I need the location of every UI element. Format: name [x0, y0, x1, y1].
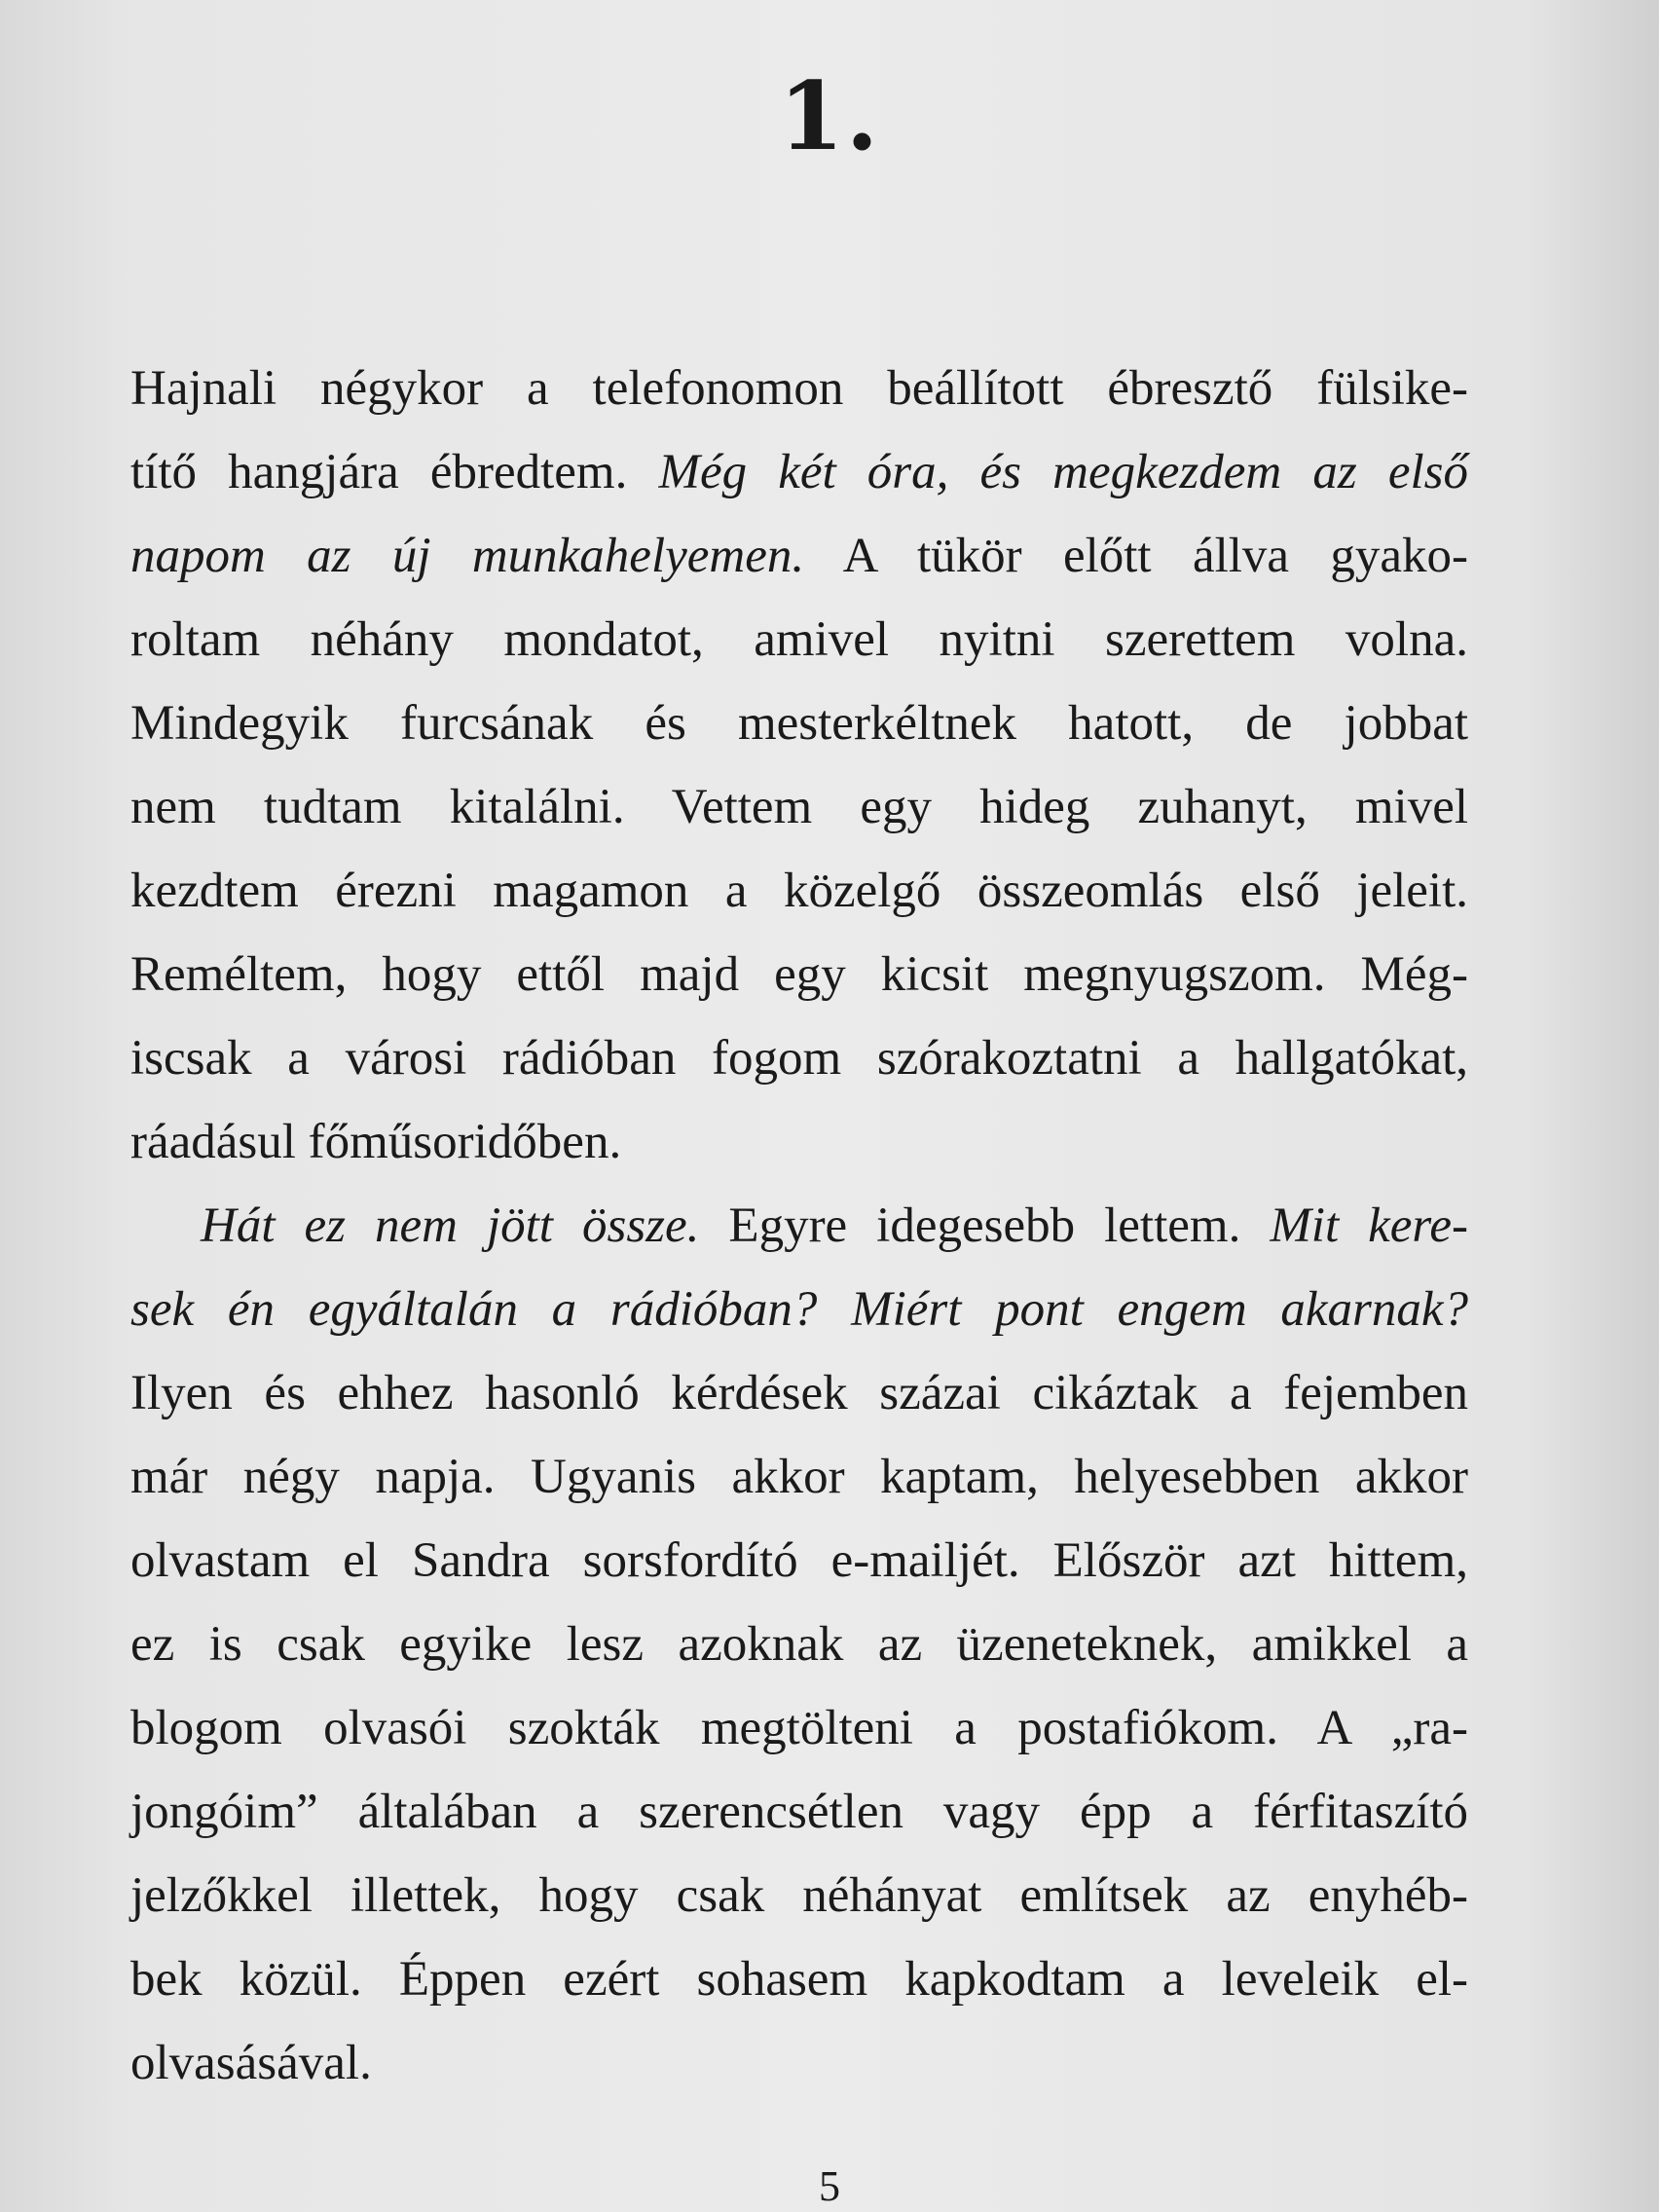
italic-text: sek én egyáltalán a rádióban? Miért pont engem akarnak?: [130, 1282, 1468, 1337]
italic-text: Hát ez nem jött össze.: [201, 1198, 700, 1253]
text-line: [130, 347, 1468, 430]
text-segment: títő hangjára ébredtem.: [130, 445, 659, 499]
body-text: [130, 347, 1468, 2105]
text-line: [130, 1937, 1468, 2021]
text-segment: jelzőkkel illettek, hogy csak néhányat említsek az enyhéb-: [130, 1868, 1468, 1923]
text-line: [130, 514, 1468, 598]
text-segment: ráadásul főműsoridőben.: [130, 1115, 622, 1169]
text-line: [130, 1184, 1468, 1268]
paragraph: [130, 1184, 1468, 2105]
text-line: [130, 1351, 1468, 1435]
text-segment: roltam néhány mondatot, amivel nyitni szerettem volna.: [130, 612, 1468, 667]
text-line: [130, 682, 1468, 765]
text-line: [130, 849, 1468, 933]
text-line: [130, 1770, 1468, 1854]
text-line: [130, 1016, 1468, 1100]
text-segment: jongóim” általában a szerencsétlen vagy épp a férfitaszító: [130, 1785, 1468, 1839]
italic-text: napom az új munkahelyemen.: [130, 529, 805, 583]
text-segment: kezdtem érezni magamon a közelgő összeomlás első jeleit.: [130, 864, 1468, 918]
text-segment: Hajnali négykor a telefonomon beállított ébresztő fülsike-: [130, 361, 1468, 416]
italic-text: Mit kere-: [1270, 1198, 1469, 1253]
text-line: [130, 765, 1468, 849]
text-line: [130, 2021, 1468, 2105]
text-line: [130, 1603, 1468, 1686]
text-segment: már négy napja. Ugyanis akkor kaptam, helyesebben akkor: [130, 1450, 1468, 1504]
text-line: [130, 1100, 1468, 1184]
text-segment: bek közül. Éppen ezért sohasem kapkodtam a leveleik el-: [130, 1952, 1468, 2007]
page-number: 5: [819, 2162, 840, 2210]
text-line: [130, 933, 1468, 1016]
text-segment: olvastam el Sandra sorsfordító e-mailjét. Először azt hittem,: [130, 1533, 1468, 1588]
text-segment: Egyre idegesebb lettem.: [699, 1198, 1271, 1253]
text-line: [130, 1435, 1468, 1519]
text-segment: olvasásával.: [130, 2036, 372, 2090]
chapter-heading: 1.: [778, 61, 881, 171]
text-line: [130, 598, 1468, 682]
text-segment: blogom olvasói szokták megtölteni a postafiókom. A „ra-: [130, 1701, 1468, 1755]
text-segment: iscsak a városi rádióban fogom szórakoztatni a hallgatókat,: [130, 1031, 1468, 1086]
italic-text: Még két óra, és megkezdem az első: [658, 445, 1468, 499]
paragraph: [130, 347, 1468, 1184]
text-line: [130, 430, 1468, 514]
text-segment: Ilyen és ehhez hasonló kérdések százai cikáztak a fejemben: [130, 1366, 1468, 1420]
text-line: [130, 1519, 1468, 1603]
text-line: [130, 1268, 1468, 1351]
text-segment: A tükör előtt állva gyako-: [804, 529, 1469, 583]
text-segment: ez is csak egyike lesz azoknak az üzeneteknek, amikkel a: [130, 1617, 1468, 1672]
text-line: [130, 1686, 1468, 1770]
text-line: [130, 1854, 1468, 1937]
text-segment: Reméltem, hogy ettől majd egy kicsit megnyugszom. Még-: [130, 947, 1468, 1002]
text-segment: nem tudtam kitalálni. Vettem egy hideg zuhanyt, mivel: [130, 780, 1468, 834]
text-segment: Mindegyik furcsának és mesterkéltnek hatott, de jobbat: [130, 696, 1468, 751]
